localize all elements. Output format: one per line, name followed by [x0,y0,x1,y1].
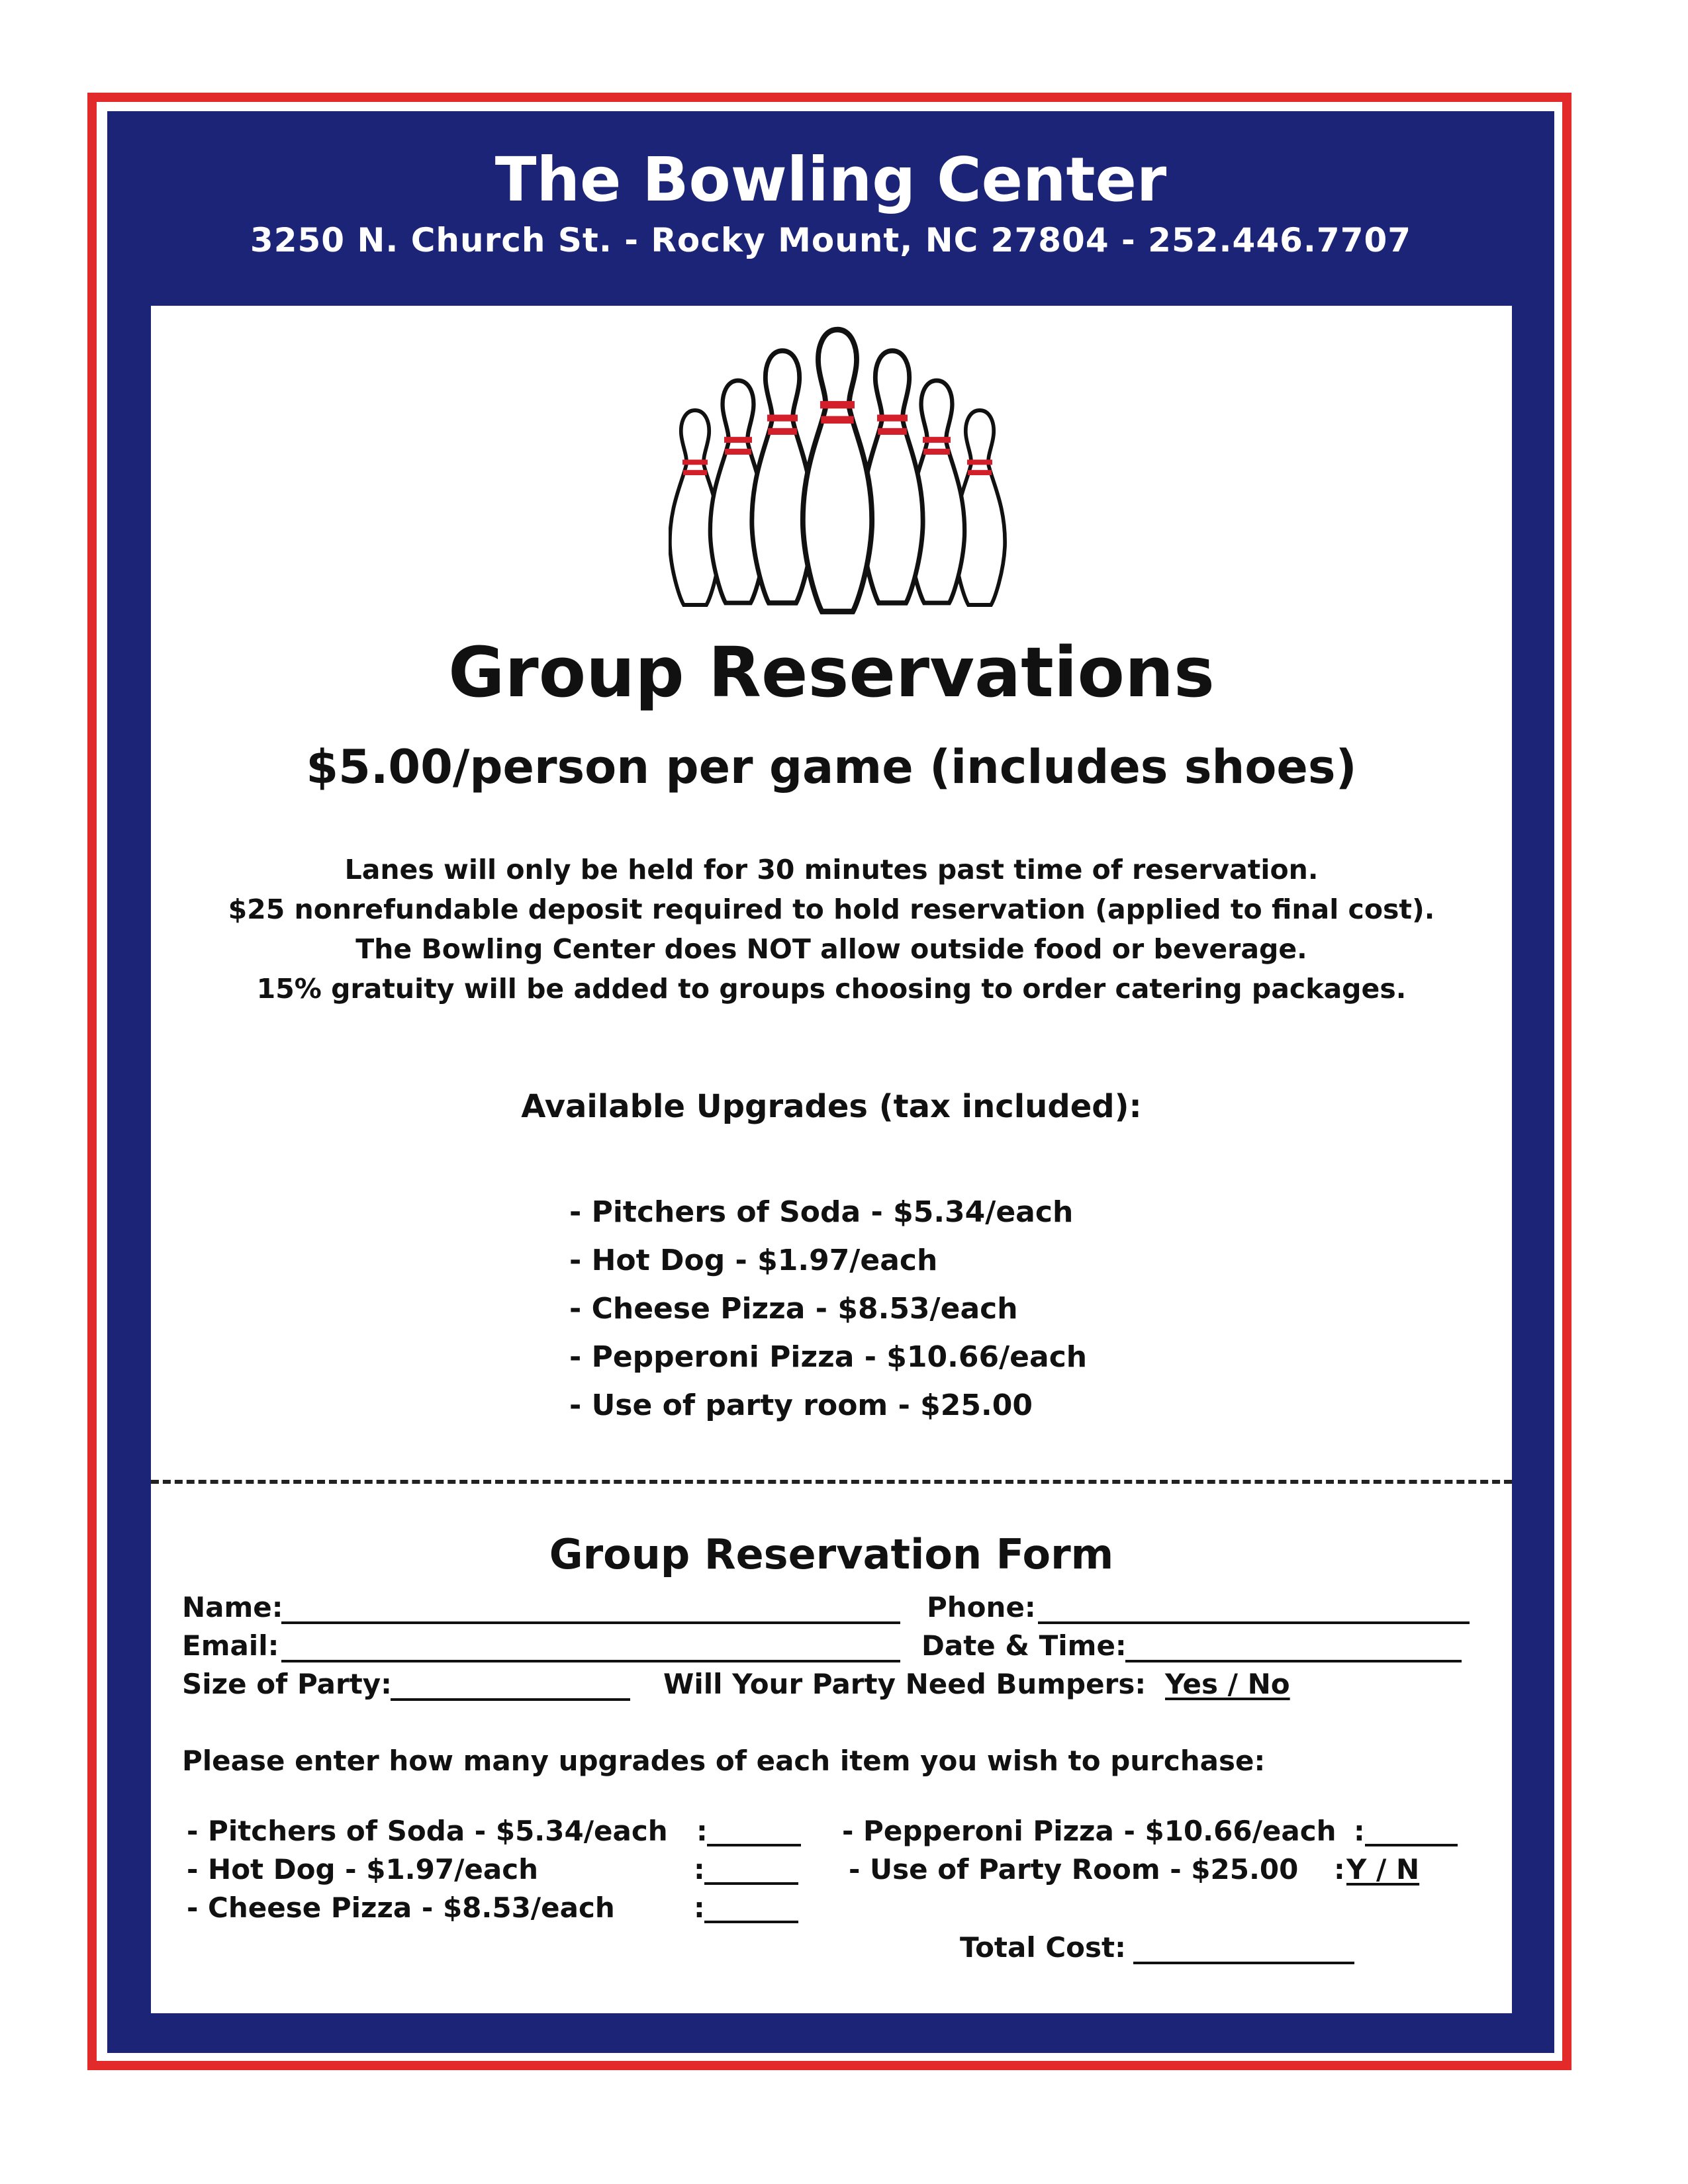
order-item-label: - Pepperoni Pizza - $10.66/each [842,1815,1336,1847]
total-cost-label: Total Cost: [960,1931,1126,1964]
email-field[interactable] [281,1660,900,1662]
bowling-pins-icon [669,324,1013,629]
form-title: Group Reservation Form [549,1530,1114,1578]
policy-line: 15% gratuity will be added to groups choosing to order catering packages. [256,973,1407,1005]
policy-line: $25 nonrefundable deposit required to hold reservation (applied to final cost). [228,893,1435,925]
upgrade-item: - Hot Dog - $1.97/each [569,1244,938,1277]
order-item-label: - Hot Dog - $1.97/each [187,1853,539,1886]
dashed-divider [151,1480,1512,1484]
datetime-label: Date & Time: [921,1629,1127,1662]
datetime-field[interactable] [1125,1660,1462,1662]
pepperoni-pizza-qty-field[interactable] [1365,1844,1458,1846]
order-item-colon: : [694,1891,705,1924]
policy-line: Lanes will only be held for 30 minutes past time of reservation. [344,854,1319,886]
upgrade-item: - Pitchers of Soda - $5.34/each [569,1195,1074,1229]
order-item-colon: : [1354,1815,1365,1847]
upgrades-heading: Available Upgrades (tax included): [521,1088,1142,1125]
order-item-label: - Use of Party Room - $25.00 [849,1853,1299,1886]
page-title: Group Reservations [448,632,1215,713]
email-label: Email: [182,1629,279,1662]
upgrade-instruction: Please enter how many upgrades of each item you wish to purchase: [182,1745,1266,1777]
order-item-label: - Pitchers of Soda - $5.34/each [187,1815,668,1847]
name-label: Name: [182,1591,283,1623]
order-item-colon: : [1334,1853,1345,1886]
phone-field[interactable] [1038,1621,1470,1624]
header-address: 3250 N. Church St. - Rocky Mount, NC 27804 - 252.446.7707 [250,221,1412,259]
phone-label: Phone: [927,1591,1036,1623]
soda-qty-field[interactable] [707,1844,801,1846]
upgrade-item: - Use of party room - $25.00 [569,1388,1033,1422]
order-item-label: - Cheese Pizza - $8.53/each [187,1891,615,1924]
upgrade-item: - Cheese Pizza - $8.53/each [569,1292,1018,1326]
bumpers-label: Will Your Party Need Bumpers: [663,1668,1147,1700]
total-cost-field[interactable] [1133,1962,1354,1964]
party-size-field[interactable] [391,1698,630,1701]
order-item-colon: : [694,1853,705,1886]
order-item-colon: : [696,1815,708,1847]
party-size-label: Size of Party: [182,1668,392,1700]
hotdog-qty-field[interactable] [704,1882,798,1885]
header-title: The Bowling Center [494,144,1167,215]
bumpers-yes-no[interactable]: Yes / No [1165,1668,1290,1700]
upgrade-item: - Pepperoni Pizza - $10.66/each [569,1340,1088,1374]
cheese-pizza-qty-field[interactable] [704,1921,798,1923]
price-subtitle: $5.00/person per game (includes shoes) [306,740,1357,794]
name-field[interactable] [281,1621,900,1624]
policy-line: The Bowling Center does NOT allow outside food or beverage. [355,933,1307,965]
party-room-yes-no[interactable]: Y / N [1346,1853,1420,1886]
